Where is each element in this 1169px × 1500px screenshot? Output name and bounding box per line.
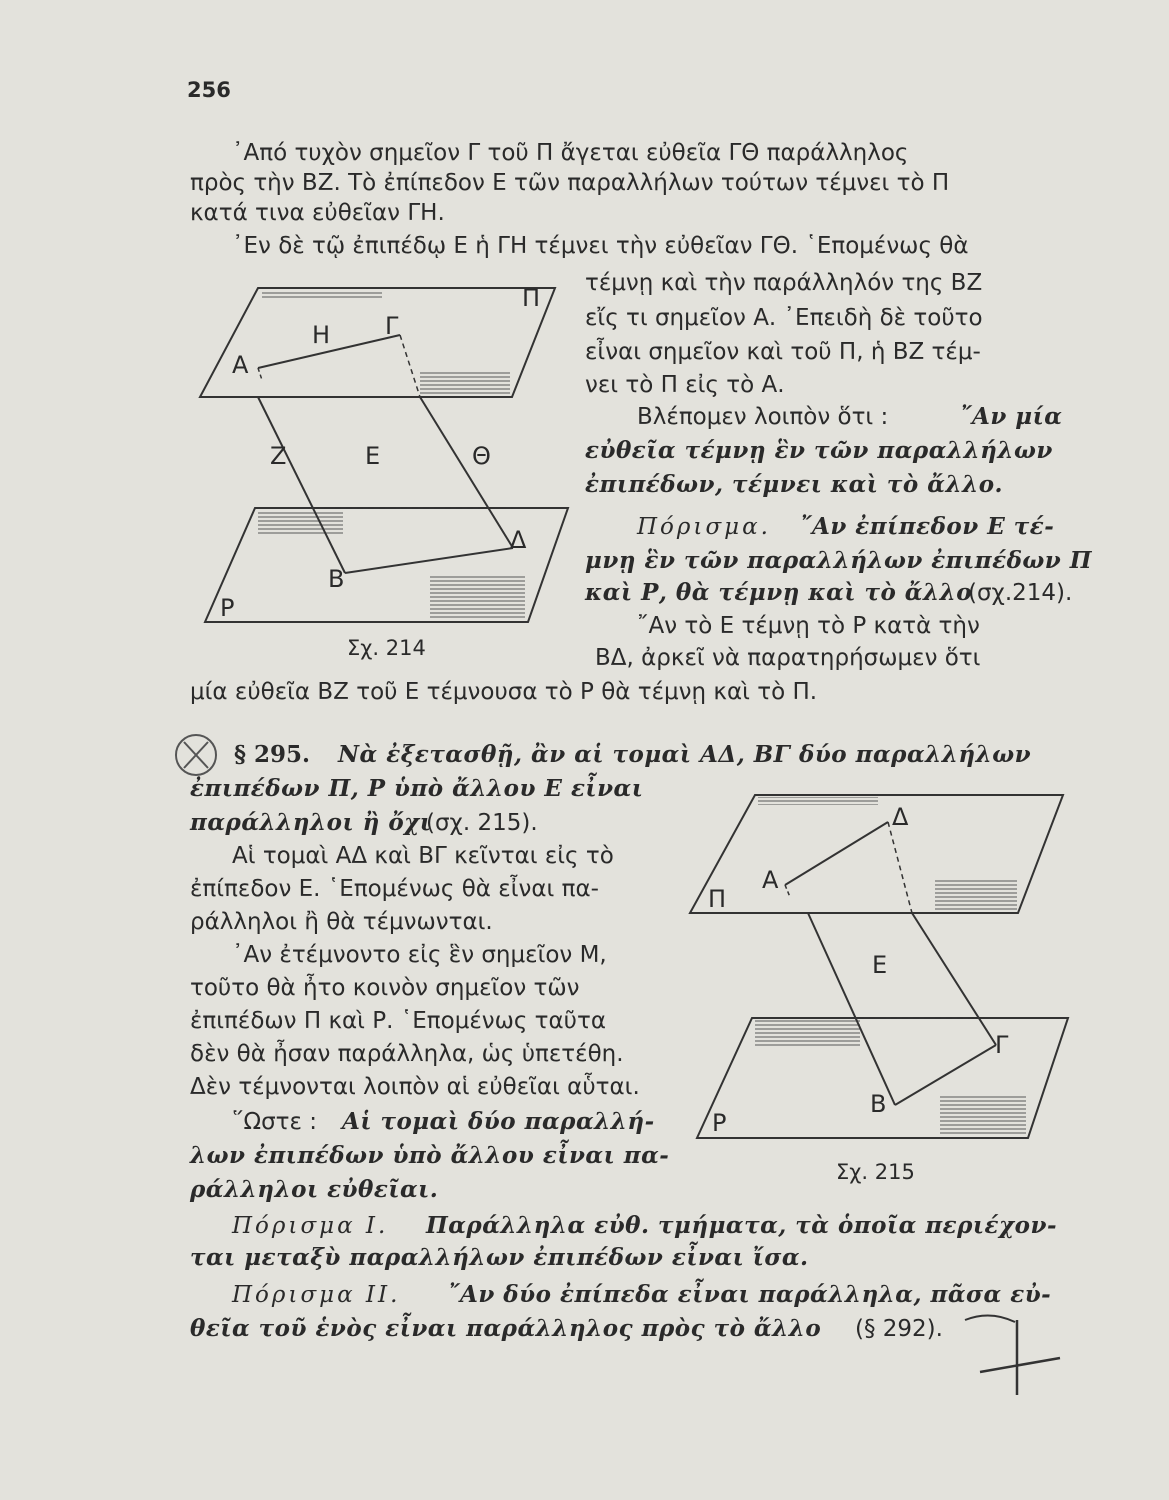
- label-g: Γ: [995, 1031, 1009, 1059]
- handwritten-circle-mark: [172, 730, 222, 780]
- text-line: νει τὸ Π εἰς τὸ Α.: [585, 372, 785, 398]
- text-line: πρὸς τὴν ΒΖ. Τὸ ἐπίπεδον Ε τῶν παραλλήλων τούτων τέμνει τὸ Π: [190, 170, 950, 196]
- section-reference: (§ 292).: [855, 1316, 943, 1342]
- text-line: ἐπιπέδων Π καὶ Ρ. ῾Επομένως ταῦτα: [190, 1008, 606, 1034]
- text-line: εἴς τι σημεῖον Α. ᾿Επειδὴ δὲ τοῦτο: [585, 305, 983, 331]
- corollary-text: ται μεταξὺ παραλλήλων ἐπιπέδων εἶναι ἴσα.: [190, 1244, 809, 1271]
- label-d: Δ: [510, 526, 527, 554]
- corollary-text: καὶ Ρ, θὰ τέμνῃ καὶ τὸ ἄλλο: [585, 579, 973, 606]
- label-g: Γ: [385, 312, 399, 340]
- figure-214: [190, 270, 580, 650]
- theorem-text: ἐπιπέδων, τέμνει καὶ τὸ ἄλλο.: [585, 471, 1004, 498]
- text-line: ῎Αν τὸ Ε τέμνῃ τὸ Ρ κατὰ τὴν: [637, 613, 980, 639]
- figure-reference: (σχ. 215).: [426, 810, 538, 836]
- theorem-text: ράλληλοι εὐθεῖαι.: [190, 1176, 439, 1203]
- label-b: Β: [870, 1090, 887, 1118]
- figure-215: [680, 780, 1080, 1170]
- section-title: ἐπιπέδων Π, Ρ ὑπὸ ἄλλου Ε εἶναι: [190, 775, 644, 802]
- label-r: Ρ: [712, 1109, 727, 1137]
- corollary-text: ῎Αν δύο ἐπίπεδα εἶναι παράλληλα, πᾶσα εὐ-: [448, 1281, 1052, 1308]
- label-a: Α: [762, 866, 779, 894]
- theorem-text: ῎Αν μία: [960, 403, 1063, 430]
- corollary-label: Πόρισμα ΙΙ.: [232, 1282, 401, 1308]
- theorem-text: λων ἐπιπέδων ὑπὸ ἄλλου εἶναι πα-: [190, 1142, 670, 1169]
- label-z: Ζ: [270, 442, 287, 470]
- theorem-text: εὐθεῖα τέμνῃ ἓν τῶν παραλλήλων: [585, 437, 1053, 464]
- corollary-label: Πόρισμα Ι.: [232, 1213, 389, 1239]
- corollary-label: Πόρισμα.: [637, 514, 771, 540]
- text-line: ῞Ωστε :: [232, 1109, 317, 1135]
- label-h: Η: [312, 321, 331, 349]
- figure-214-caption: Σχ. 214: [347, 636, 426, 660]
- text-line: ΒΔ, ἀρκεῖ νὰ παρατηρήσωμεν ὅτι: [595, 645, 981, 671]
- label-d: Δ: [892, 803, 909, 831]
- text-line: κατά τινα εὐθεῖαν ΓΗ.: [190, 200, 445, 226]
- text-line: ᾿Από τυχὸν σημεῖον Γ τοῦ Π ἄγεται εὐθεῖα ΓΘ παράλληλος: [232, 140, 909, 166]
- text-line: ράλληλοι ἢ θὰ τέμνωνται.: [190, 909, 493, 935]
- label-r: Ρ: [220, 594, 235, 622]
- text-line: ᾿Εν δὲ τῷ ἐπιπέδῳ Ε ἡ ΓΗ τέμνει τὴν εὐθεῖαν ΓΘ. ῾Επομένως θὰ: [232, 233, 969, 259]
- text-line: τέμνῃ καὶ τὴν παράλληλόν της ΒΖ: [585, 270, 983, 296]
- text-line: Αἱ τομαὶ ΑΔ καὶ ΒΓ κεῖνται εἰς τὸ: [232, 843, 614, 869]
- page-number: 256: [187, 78, 231, 102]
- label-e: Ε: [872, 951, 888, 979]
- text-line: Δὲν τέμνονται λοιπὸν αἱ εὐθεῖαι αὗται.: [190, 1074, 640, 1100]
- text-line: μία εὐθεῖα ΒΖ τοῦ Ε τέμνουσα τὸ Ρ θὰ τέμνῃ καὶ τὸ Π.: [190, 679, 818, 705]
- text-line: τοῦτο θὰ ἦτο κοινὸν σημεῖον τῶν: [190, 975, 580, 1001]
- text-line: ἐπίπεδον Ε. ῾Επομένως θὰ εἶναι πα-: [190, 876, 599, 902]
- text-line: Βλέπομεν λοιπὸν ὅτι :: [637, 404, 889, 430]
- text-line: εἶναι σημεῖον καὶ τοῦ Π, ἡ ΒΖ τέμ-: [585, 339, 981, 365]
- label-pi: Π: [708, 885, 727, 913]
- figure-reference: (σχ.214).: [968, 580, 1073, 606]
- theorem-text: Αἱ τομαὶ δύο παραλλή-: [342, 1108, 655, 1135]
- figure-215-caption: Σχ. 215: [836, 1160, 915, 1184]
- section-title: Νὰ ἐξετασθῇ, ἂν αἱ τομαὶ ΑΔ, ΒΓ δύο παραλλήλων: [338, 741, 1032, 768]
- label-b: Β: [328, 565, 345, 593]
- text-line: δὲν θὰ ἦσαν παράλληλα, ὡς ὑπετέθη.: [190, 1041, 624, 1067]
- corollary-text: Παράλληλα εὐθ. τμήματα, τὰ ὁποῖα περιέχον-: [426, 1212, 1058, 1239]
- label-pi: Π: [522, 284, 541, 312]
- corollary-text: θεῖα τοῦ ἑνὸς εἶναι παράλληλος πρὸς τὸ ἄλλο: [190, 1315, 822, 1342]
- label-e: Ε: [365, 442, 381, 470]
- label-a: Α: [232, 351, 249, 379]
- handwritten-cross-mark: [960, 1300, 1070, 1400]
- label-th: Θ: [472, 442, 491, 470]
- corollary-text: ῎Αν ἐπίπεδον Ε τέ-: [800, 513, 1055, 540]
- section-title: παράλληλοι ἢ ὄχι: [190, 809, 432, 836]
- section-number: § 295.: [234, 741, 311, 768]
- corollary-text: μνῃ ἓν τῶν παραλλήλων ἐπιπέδων Π: [585, 547, 1093, 574]
- text-line: ᾿Αν ἐτέμνοντο εἰς ἓν σημεῖον Μ,: [232, 942, 607, 968]
